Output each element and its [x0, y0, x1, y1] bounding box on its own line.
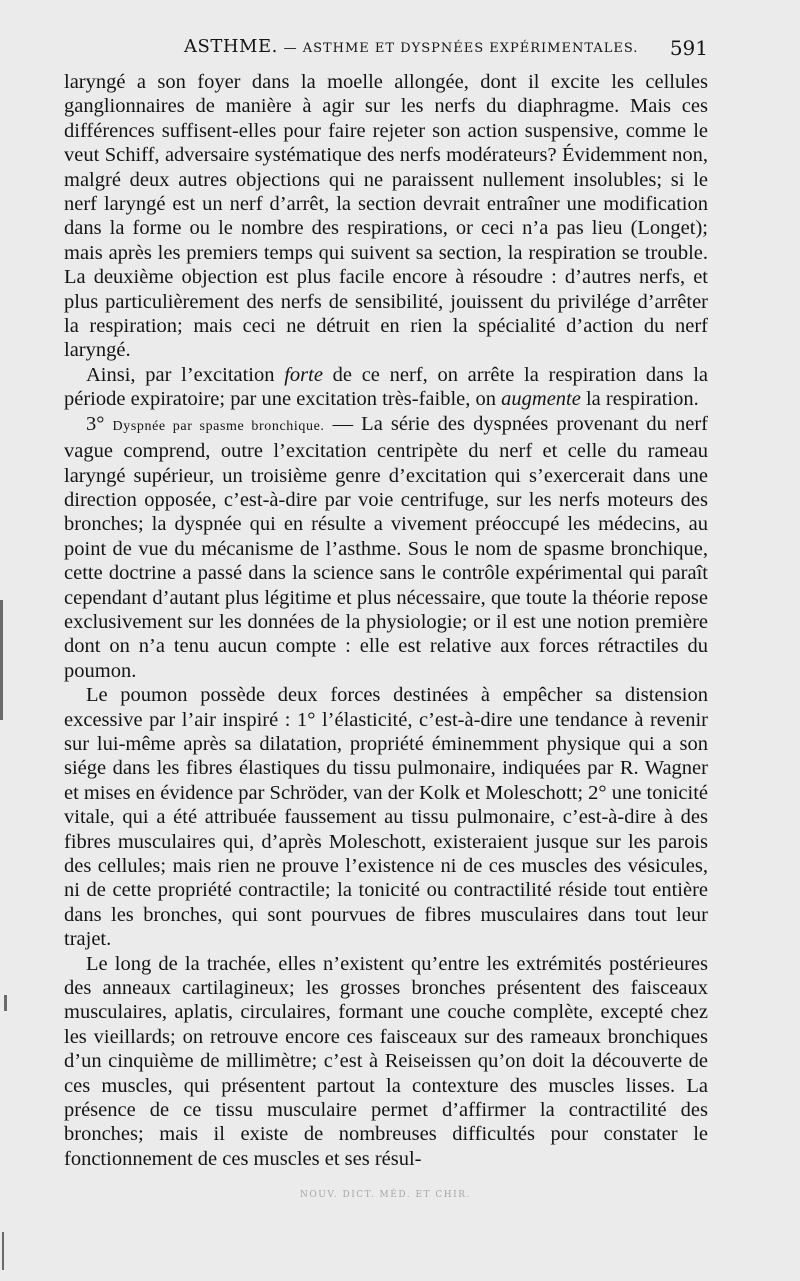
paragraph-1: [64, 70, 708, 363]
running-title-main: ASTHME.: [184, 36, 278, 57]
paragraph-5: [64, 952, 708, 1172]
paragraph-3: [64, 412, 708, 683]
paragraph-text: Le long de la trachée, elles n’existent qu’entre les extrémités postérieures des anneaux cartilagineux; les grosses bronches présentent des faisceaux musculaires, aplatis, circulaires, formant une couche complète, excepté chez les vieillards; on retrouve encore ces faisceaux sur des rameaux bronchiques d’un cinquième de millimètre; c’est à Reiseissen qu’on doit la découverte de ces muscles, qui présentent partout la contexture des muscles lisses. La présence de ce tissu musculaire permet d’affirmer la contractilité des bronches; mais il existe de nombreuses difficultés pour constater le fonctionnement de ces muscles et ses résul-: [64, 952, 708, 1170]
page-number: 591: [669, 36, 708, 60]
margin-mark: [0, 600, 3, 720]
running-title-sub: — ASTHME ET DYSPNÉES EXPÉRIMENTALES.: [283, 41, 639, 56]
running-title: [184, 36, 638, 57]
paragraph-4: [64, 683, 708, 951]
body-text: [64, 70, 708, 1171]
paragraph-text: — La série des dyspnées provenant du nerf vague comprend, outre l’excitation centripète du nerf et celle du rameau laryngé supérieur, un troisième genre d’excitation qui s’exercerait dans une direction opposée, c’est-à-dire par voie centrifuge, sur les nerfs moteurs des bronches; la dyspnée qui en résulte a vivement préoccupé les médecins, au point de vue du mécanisme de l’asthme. Sous le nom de spasme bronchique, cette doctrine a passé dans la science sans le contrôle expérimental qui paraît cependant d’autant plus légitime et plus nécessaire, que toute la théorie repose exclusivement sur les données de la physiologie; or il est une notion première dont on n’a tenu aucun compte : elle est relative aux forces rétractiles du poumon.: [64, 412, 708, 682]
section-number: 3°: [86, 412, 113, 435]
paragraph-text: laryngé a son foyer dans la moelle allongée, dont il excite les cellules ganglionnaires de manière à agir sur les nerfs du diaphragme. Mais ces différences suffisent-elles pour faire rejeter son action suspensive, comme le veut Schiff, adversaire systématique des nerfs modérateurs? Évidemment non, malgré deux autres objections qui ne paraissent nullement insolubles; si le nerf laryngé est un nerf d’arrêt, la section devrait entraîner une modification dans la forme ou le nombre des respirations, or ceci n’a pas lieu (Longet); mais après les premiers temps qui suivent sa section, la respiration se trouble. La deuxième objection est plus facile encore à résoudre : d’autres nerfs, et plus particulièrement des nerfs de sensibilité, jouissent du privilége d’arrêter la respiration; mais ceci ne détruit en rien la spécialité d’action du nerf laryngé.: [64, 71, 708, 362]
paragraph-2: [64, 363, 708, 412]
section-heading: Dyspnée par spasme bronchique.: [112, 418, 325, 434]
footer-stamp: NOUV. DICT. MÉD. ET CHIR.: [300, 1190, 471, 1200]
margin-mark: [2, 1232, 4, 1270]
paragraph-text: de ce nerf, on arrête la respiration dans la période expiratoire; par une excitation très-faible, on: [64, 363, 708, 411]
margin-mark: [4, 995, 7, 1011]
emphasis-forte: forte: [284, 363, 323, 386]
paragraph-text: Ainsi, par l’excitation: [86, 363, 285, 386]
paragraph-text: la respiration.: [580, 388, 699, 411]
running-header: [64, 36, 708, 64]
emphasis-augmente: augmente: [501, 388, 581, 411]
paragraph-text: Le poumon possède deux forces destinées à empêcher sa distension excessive par l’air inspiré : 1° l’élasticité, c’est-à-dire une tendance à revenir sur lui-même après sa dilatation, propriété éminemment physique qui a son siége dans les fibres élastiques du tissu pulmonaire, indiquées par R. Wagner et mises en évidence par Schröder, van der Kolk et Moleschott; 2° une tonicité vitale, qui a été attribuée faussement au tissu pulmonaire, c’est-à-dire à des fibres musculaires qui, d’après Moleschott, existeraient jusque sur les parois des cellules; mais rien ne prouve l’existence ni de ces muscles des vésicules, ni de cette propriété contractile; la tonicité ou contractilité réside tout entière dans les bronches, qui sont pourvues de fibres musculaires dans tout leur trajet.: [64, 684, 708, 951]
